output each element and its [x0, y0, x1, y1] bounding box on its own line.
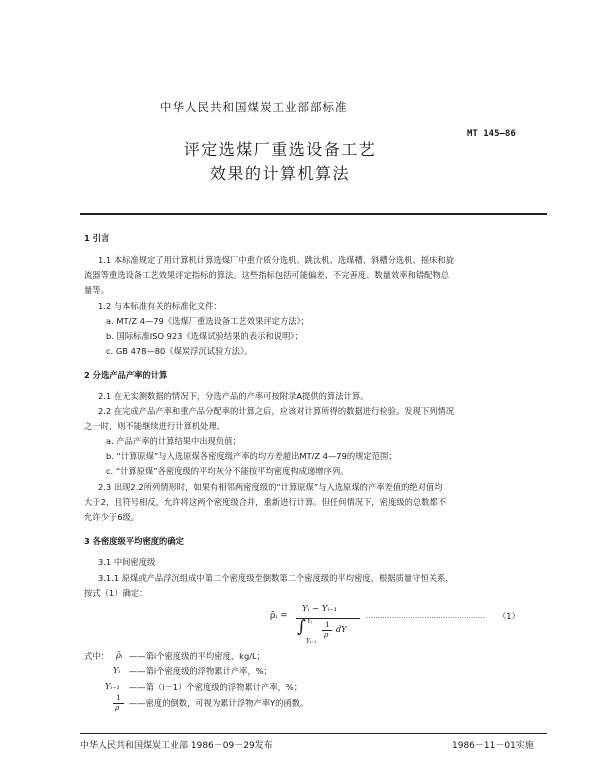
reference-item-c: c. GB 478—80《煤炭浮沉试验方法》。: [106, 346, 253, 356]
legend-desc-yi: ——第i个密度级的浮物累计产率，%；: [129, 666, 272, 676]
legend-desc-yi-minus-1: ——第（i－1）个密度级的浮物累计产率，%；: [129, 682, 303, 692]
clause-3-1: 3.1 中间密度级: [98, 557, 156, 567]
legend-symbol-yi-minus-1: Yᵢ₋₁: [105, 681, 120, 691]
formula-number: （1）: [498, 611, 520, 621]
document-title-line-2: 效果的计算机算法: [209, 164, 350, 183]
clause-1-2: 1.2 与本标准有关的标准化文件：: [98, 301, 222, 311]
condition-item-a: a. 产品产率的计算结果中出现负值；: [106, 436, 241, 446]
legend-frac-denominator: ρ: [115, 703, 120, 712]
legend-symbol-rho: ρ̄ᵢ: [116, 650, 123, 660]
clause-2-2-line-1: 2.2 在完成产品产率和重产品分配率的计算之后，应该对计算所得的数据进行检验。发现下列情况: [98, 406, 455, 416]
clause-2-3-line-1: 2.3 出现2.2所列情形时，如果有相邻两密度级的“计算原煤”与入选原煤的产率差值的绝对值均: [98, 482, 443, 492]
legend-symbol-yi: Yᵢ: [113, 665, 121, 675]
issue-date: 中华人民共和国煤炭工业部 1986－09－29发布: [80, 741, 273, 751]
formula-leader-dots: ……………………………………………: [366, 612, 485, 620]
condition-item-c: c. “计算原煤”各密度级的平均灰分不能按平均密度构成递增序列。: [106, 466, 349, 476]
clause-2-1: 2.1 在无实测数据的情况下，分选产品的产率可按附录A提供的算法计算。: [98, 391, 369, 401]
integral-upper-limit: Yᵢ: [307, 618, 313, 625]
reference-item-b: b. 国际标准ISO 923《选煤试验结果的表示和说明》；: [106, 331, 303, 341]
footer-divider: [80, 733, 547, 734]
clause-1-1-line-1: 1.1 本标准规定了用计算机计算选煤厂中重介质分选机、跳汰机、选煤槽、斜槽分选机、摇床和旋: [98, 255, 455, 265]
reference-item-a: a. MT/Z 4—79《选煤厂重选设备工艺效果评定方法》；: [106, 316, 310, 326]
integration-variable: dY: [336, 625, 347, 634]
section-2-heading: 2 分选产品产率的计算: [84, 370, 168, 380]
legend-desc-rho: ——第i个密度级的平均密度，kg/L；: [129, 651, 265, 661]
clause-3-1-1-line-1: 3.1.1 原煤或产品浮沉组成中第二个密度级至倒数第二个密度级的平均密度，根据质量守恒关系，: [98, 573, 454, 583]
clause-2-3-line-3: 允许少于6级。: [84, 512, 140, 522]
integrand-denominator: ρ: [324, 630, 329, 639]
issuing-authority: 中华人民共和国煤炭工业部部标准: [160, 100, 348, 114]
condition-item-b: b. “计算原煤”与入选原煤各密度级产率的均方差超出MT/Z 4—79的规定范围；: [106, 451, 397, 461]
formula-numerator: Yᵢ − Yᵢ₋₁: [302, 604, 338, 614]
clause-3-1-1-line-2: 按式（1）确定：: [84, 588, 148, 598]
section-1-heading: 1 引言: [84, 233, 110, 243]
section-3-heading: 3 各密度级平均密度的确定: [84, 536, 184, 546]
clause-1-1-line-3: 量等。: [84, 285, 109, 295]
legend-intro: 式中：: [84, 651, 109, 661]
document-title-line-1: 评定选煤厂重选设备工艺: [183, 140, 377, 159]
clause-1-1-line-2: 流器等重选设备工艺效果评定指标的算法。这些指标包括可能偏差、不完善度、数量效率和错配物总: [84, 270, 450, 280]
integral-lower-limit: Yᵢ₋₁: [306, 638, 317, 645]
integrand-numerator: 1: [325, 620, 330, 629]
effective-date: 1986－11－01实施: [452, 741, 534, 751]
standard-code: MT 145—86: [467, 129, 516, 139]
clause-2-2-line-2: 之一时，则不能继续进行计算机处理。: [84, 421, 226, 431]
legend-desc-inverse-density: ——密度的倒数，可视为累计浮物产率Y的函数。: [129, 698, 309, 708]
clause-2-3-line-2: 大于2，且符号相反，允许将这两个密度级合并，重新进行计算。但任何情况下，密度级的总数都不: [84, 497, 447, 507]
header-divider: [80, 213, 547, 215]
integral-sign: ∫: [297, 617, 306, 637]
legend-frac-numerator: 1: [116, 693, 121, 702]
formula-lhs: ρ̄ᵢ =: [270, 611, 288, 621]
